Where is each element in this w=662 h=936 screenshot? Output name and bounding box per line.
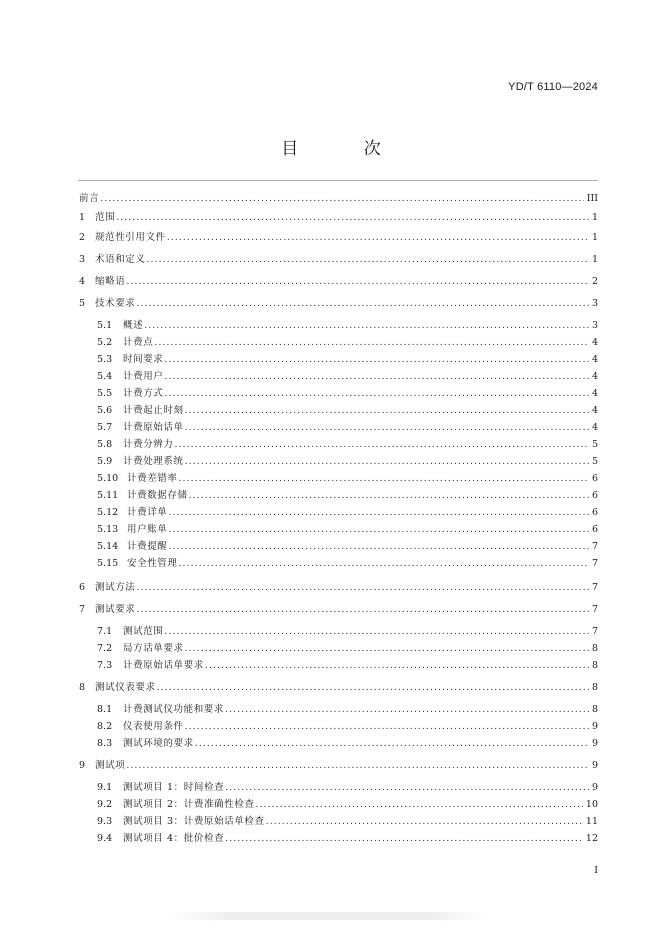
toc-entry[interactable]: [97, 625, 598, 639]
toc-entry-page: 4: [591, 337, 598, 348]
toc-entry-label: 测试仪表要求: [95, 682, 156, 693]
toc-leader-dots: [164, 625, 589, 639]
toc-entry-label: 测试范围: [123, 626, 164, 637]
toc-entry-label: 测试项目 3：计费原始话单检查: [123, 816, 265, 827]
toc-leader-dots: [164, 353, 589, 367]
watermark: [170, 912, 490, 920]
toc-entry-label: 计费方式: [123, 388, 164, 399]
toc-entry-page: 5: [591, 439, 598, 450]
footer-page-number: I: [594, 865, 598, 876]
toc-leader-dots: [255, 798, 582, 812]
toc-entry-page: 3: [591, 320, 598, 331]
toc-entry-label: 计费原始话单: [123, 422, 184, 433]
toc-entry[interactable]: [97, 421, 598, 435]
toc-entry-label: 测试项目 4：批价检查: [123, 833, 225, 844]
toc-entry-page: 7: [591, 558, 598, 569]
toc-entry-page: 9: [591, 721, 598, 732]
toc-entry-label: 测试环境的要求: [123, 738, 194, 749]
toc-leader-dots: [100, 192, 584, 206]
toc-entry-page: 8: [591, 682, 598, 693]
toc-entry-label: 计费点: [123, 337, 154, 348]
toc-entry[interactable]: [79, 253, 598, 267]
toc-entry-page: 4: [591, 422, 598, 433]
toc-entry-label: 计费原始话单要求: [123, 660, 204, 671]
toc-leader-dots: [136, 297, 589, 311]
toc-leader-dots: [175, 438, 589, 452]
toc-entry-label: 用户账单: [127, 524, 168, 535]
toc-leader-dots: [136, 603, 589, 617]
toc-entry-label: 缩略语: [95, 276, 126, 287]
toc-entry-label: 术语和定义: [95, 254, 146, 265]
toc-entry-page: 12: [585, 833, 598, 844]
toc-leader-dots: [136, 581, 589, 595]
toc-entry-page: 6: [591, 524, 598, 535]
toc-entry-number: 9.2: [97, 799, 113, 810]
toc-entry-number: 5.9: [97, 456, 113, 467]
toc-entry-label: 范围: [95, 212, 116, 223]
toc-entry-page: 9: [591, 738, 598, 749]
toc-leader-dots: [195, 737, 589, 751]
toc-leader-dots: [164, 370, 589, 384]
toc-entry-number: 9.4: [97, 833, 113, 844]
toc-leader-dots: [225, 703, 589, 717]
toc-entry-number: 1: [79, 212, 86, 223]
toc-entry-label: 局方话单要求: [123, 643, 184, 654]
toc-entry[interactable]: [97, 489, 598, 503]
toc-entry-number: 5.12: [97, 507, 119, 518]
toc-entry[interactable]: [97, 557, 598, 571]
toc-entry-page: 1: [591, 254, 598, 265]
toc-entry[interactable]: [79, 231, 598, 245]
toc-entry-number: 5.6: [97, 405, 113, 416]
toc-entry-page: 1: [591, 212, 598, 223]
toc-entry[interactable]: [97, 472, 598, 486]
toc-entry-page: 8: [591, 704, 598, 715]
toc-leader-dots: [179, 472, 589, 486]
toc-entry-label: 测试方法: [95, 582, 136, 593]
toc-entry-label: 仪表使用条件: [123, 721, 184, 732]
toc-entry-label: 计费测试仪功能和要求: [123, 704, 225, 715]
toc-entry-number: 5.15: [97, 558, 119, 569]
toc-entry[interactable]: [97, 353, 598, 367]
toc-entry[interactable]: [97, 832, 598, 846]
toc-entry[interactable]: [97, 336, 598, 350]
toc-leader-dots: [168, 540, 589, 554]
toc-entry-number: 7.1: [97, 626, 113, 637]
toc-leader-dots: [266, 815, 583, 829]
toc-entry-number: 5.1: [97, 320, 113, 331]
toc-entry-number: 8: [79, 682, 86, 693]
toc-entry[interactable]: [97, 659, 598, 673]
toc-entry[interactable]: [97, 703, 598, 717]
toc-entry-number: 5.4: [97, 371, 113, 382]
toc-leader-dots: [144, 319, 589, 333]
toc-entry-label: 测试项: [95, 760, 126, 771]
toc-entry-number: 8.2: [97, 721, 113, 732]
toc-leader-dots: [205, 659, 589, 673]
toc-entry-page: 6: [591, 507, 598, 518]
page-title: 目 次: [281, 139, 411, 159]
toc-entry-label: 安全性管理: [127, 558, 178, 569]
toc-entry[interactable]: [97, 404, 598, 418]
toc-entry-number: 4: [79, 276, 86, 287]
toc-entry-number: 5.5: [97, 388, 113, 399]
toc-entry-label: 计费起止时刻: [123, 405, 184, 416]
toc-entry-number: 5.2: [97, 337, 113, 348]
toc-entry[interactable]: [97, 642, 598, 656]
toc-entry-page: 3: [591, 298, 598, 309]
toc-entry-page: 4: [591, 371, 598, 382]
toc-entry-page: 11: [585, 816, 598, 827]
toc-entry-number: 7.2: [97, 643, 113, 654]
toc-entry[interactable]: [79, 681, 598, 695]
toc-entry-page: 6: [591, 490, 598, 501]
toc-entry-page: 5: [591, 456, 598, 467]
toc-entry-label: 技术要求: [95, 298, 136, 309]
toc-entry-page: 7: [591, 626, 598, 637]
toc-entry-label: 计费提醒: [127, 541, 168, 552]
toc-leader-dots: [147, 253, 589, 267]
toc-entry[interactable]: [97, 523, 598, 537]
toc-entry-label: 概述: [123, 320, 144, 331]
toc-entry-number: 7: [79, 604, 86, 615]
top-divider: [78, 180, 598, 181]
toc-entry[interactable]: [97, 455, 598, 469]
toc-entry-number: 3: [79, 254, 86, 265]
toc-entry-number: 6: [79, 582, 86, 593]
toc-entry[interactable]: [97, 540, 598, 554]
toc-entry-number: 5.14: [97, 541, 119, 552]
toc-entry-page: 2: [591, 276, 598, 287]
toc-entry-page: 9: [591, 760, 598, 771]
toc-entry[interactable]: [79, 211, 598, 225]
toc-leader-dots: [189, 489, 589, 503]
toc-entry[interactable]: [97, 370, 598, 384]
toc-entry[interactable]: [97, 798, 598, 812]
toc-entry[interactable]: [97, 506, 598, 520]
toc-leader-dots: [168, 506, 589, 520]
toc-entry-page: 9: [591, 782, 598, 793]
toc-entry[interactable]: [97, 387, 598, 401]
toc-entry-label: 计费分辨力: [123, 439, 174, 450]
toc-entry-number: 5.13: [97, 524, 119, 535]
toc-entry-label: 规范性引用文件: [95, 232, 166, 243]
toc-leader-dots: [167, 231, 589, 245]
toc-entry-page: 1: [591, 232, 598, 243]
toc-entry[interactable]: [79, 297, 598, 311]
toc-entry-number: 9.3: [97, 816, 113, 827]
toc-entry-number: 9.1: [97, 782, 113, 793]
toc-entry[interactable]: [97, 319, 598, 333]
toc-entry-page: 4: [591, 388, 598, 399]
toc-leader-dots: [126, 759, 589, 773]
toc-entry-label: 计费差错率: [127, 473, 178, 484]
toc-entry-number: 8.1: [97, 704, 113, 715]
toc-entry-page: III: [586, 193, 598, 204]
toc-leader-dots: [225, 832, 583, 846]
toc-entry-number: 5.10: [97, 473, 119, 484]
toc-entry[interactable]: [79, 192, 598, 206]
toc-entry-number: 5.3: [97, 354, 113, 365]
toc-leader-dots: [154, 336, 589, 350]
toc-leader-dots: [157, 681, 589, 695]
toc-entry[interactable]: [97, 438, 598, 452]
toc-leader-dots: [179, 557, 589, 571]
toc-entry-label: 测试项目 2：计费准确性检查: [123, 799, 255, 810]
toc-entry-number: 7.3: [97, 660, 113, 671]
toc-entry[interactable]: [79, 581, 598, 595]
toc-leader-dots: [185, 421, 589, 435]
toc-entry-label: 计费详单: [127, 507, 168, 518]
toc-leader-dots: [126, 275, 589, 289]
toc-entry-label: 前言: [79, 193, 100, 204]
toc-entry-label: 测试项目 1：时间检查: [123, 782, 225, 793]
toc-entry-page: 4: [591, 354, 598, 365]
toc-leader-dots: [185, 720, 589, 734]
toc-entry-number: 5.11: [97, 490, 119, 501]
toc-entry-label: 测试要求: [95, 604, 136, 615]
toc-entry-page: 10: [585, 799, 598, 810]
toc-entry-page: 7: [591, 541, 598, 552]
toc-entry-page: 7: [591, 604, 598, 615]
toc-entry[interactable]: [79, 275, 598, 289]
toc-leader-dots: [225, 781, 589, 795]
toc-entry-page: 8: [591, 660, 598, 671]
toc-entry-number: 5.7: [97, 422, 113, 433]
toc-leader-dots: [185, 404, 589, 418]
document-code: YD/T 6110—2024: [508, 81, 598, 93]
toc-leader-dots: [185, 642, 589, 656]
toc-entry-label: 计费用户: [123, 371, 164, 382]
toc-entry[interactable]: [97, 781, 598, 795]
toc-entry[interactable]: [97, 720, 598, 734]
toc-entry-number: 5: [79, 298, 86, 309]
toc-entry-number: 5.8: [97, 439, 113, 450]
toc-entry[interactable]: [97, 737, 598, 751]
toc-entry-page: 8: [591, 643, 598, 654]
toc-leader-dots: [168, 523, 589, 537]
toc-entry[interactable]: [79, 603, 598, 617]
toc-entry-page: 6: [591, 473, 598, 484]
toc-entry[interactable]: [79, 759, 598, 773]
toc-entry-number: 9: [79, 760, 86, 771]
toc-entry[interactable]: [97, 815, 598, 829]
toc-leader-dots: [164, 387, 589, 401]
toc-entry-label: 计费处理系统: [123, 456, 184, 467]
toc-entry-page: 7: [591, 582, 598, 593]
toc-leader-dots: [116, 211, 589, 225]
toc-entry-label: 计费数据存储: [127, 490, 188, 501]
toc-entry-number: 2: [79, 232, 86, 243]
toc-entry-page: 4: [591, 405, 598, 416]
toc-entry-number: 8.3: [97, 738, 113, 749]
toc-leader-dots: [185, 455, 589, 469]
toc-entry-label: 时间要求: [123, 354, 164, 365]
